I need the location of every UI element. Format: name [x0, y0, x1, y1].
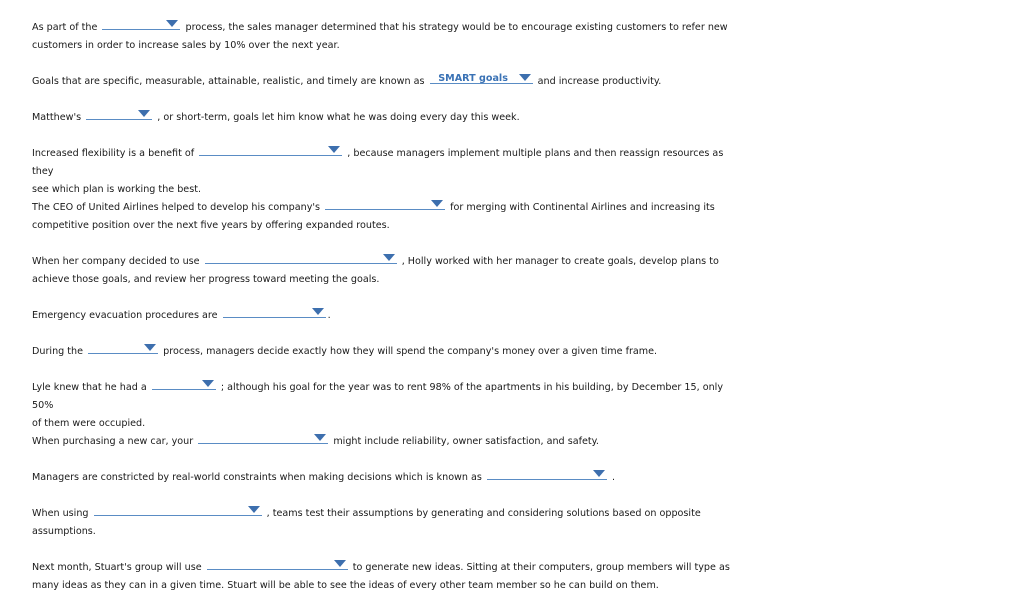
- question-text: Lyle knew that he had a: [32, 382, 147, 393]
- question-text: , teams test their assumptions by generating and considering solutions based on opposite: [266, 508, 701, 519]
- dropdown-arrow-icon[interactable]: [593, 470, 605, 477]
- answer-dropdown-10[interactable]: [198, 431, 328, 444]
- answer-dropdown-11[interactable]: [487, 467, 607, 480]
- question-text: As part of the: [32, 22, 98, 33]
- question-text: customers in order to increase sales by 10% over the next year.: [32, 40, 340, 51]
- question-text: process, the sales manager determined that his strategy would be to encourage existing customers to refer new: [185, 22, 728, 33]
- question-text: , Holly worked with her manager to create goals, develop plans to: [401, 256, 719, 267]
- dropdown-arrow-icon[interactable]: [248, 506, 260, 513]
- dropdown-arrow-icon[interactable]: [328, 146, 340, 153]
- question-text: When her company decided to use: [32, 256, 200, 267]
- question-text: When using: [32, 508, 89, 519]
- question-text: , because managers implement multiple plans and then reassign resources as they: [32, 148, 724, 177]
- answer-dropdown-2[interactable]: SMART goals: [430, 71, 533, 84]
- question-text: to generate new ideas. Sitting at their computers, group members will type as: [352, 562, 730, 573]
- question-text: competitive position over the next five years by offering expanded routes.: [32, 220, 390, 231]
- answer-dropdown-8[interactable]: [88, 341, 158, 354]
- answer-dropdown-12[interactable]: [94, 503, 262, 516]
- question-text: and increase productivity.: [537, 76, 662, 87]
- answer-dropdown-5[interactable]: [325, 197, 445, 210]
- question-text: for merging with Continental Airlines and increasing its: [450, 202, 715, 213]
- question-text: process, managers decide exactly how they will spend the company's money over a given time frame.: [163, 346, 658, 357]
- question-text: might include reliability, owner satisfaction, and safety.: [333, 436, 599, 447]
- question-text: .: [327, 310, 331, 321]
- question-9: [32, 377, 732, 433]
- question-text: The CEO of United Airlines helped to develop his company's: [32, 202, 321, 213]
- question-text: ; although his goal for the year was to rent 98% of the apartments in his building, by December 15, only 50%: [32, 382, 724, 411]
- question-6: [32, 251, 732, 289]
- answer-dropdown-13[interactable]: [207, 557, 348, 570]
- question-4: [32, 143, 732, 199]
- dropdown-arrow-icon[interactable]: [314, 434, 326, 441]
- question-text: Increased flexibility is a benefit of: [32, 148, 195, 159]
- question-text: Matthew's: [32, 112, 82, 123]
- dropdown-arrow-icon[interactable]: [166, 20, 178, 27]
- question-5: [32, 197, 732, 235]
- answer-dropdown-6[interactable]: [205, 251, 397, 264]
- question-7: [32, 305, 732, 325]
- question-2: [32, 71, 732, 91]
- question-text: Goals that are specific, measurable, attainable, realistic, and timely are known as: [32, 76, 425, 87]
- answer-dropdown-1[interactable]: [102, 17, 180, 30]
- answer-dropdown-4[interactable]: [199, 143, 342, 156]
- answer-dropdown-9[interactable]: [152, 377, 216, 390]
- question-3: [32, 107, 732, 127]
- answer-dropdown-3[interactable]: [86, 107, 152, 120]
- question-1: [32, 17, 732, 55]
- question-12: [32, 503, 732, 541]
- question-8: [32, 341, 732, 361]
- question-text: assumptions.: [32, 526, 96, 537]
- question-text: Next month, Stuart's group will use: [32, 562, 202, 573]
- dropdown-arrow-icon[interactable]: [312, 308, 324, 315]
- question-11: [32, 467, 732, 487]
- question-text: see which plan is working the best.: [32, 184, 202, 195]
- question-13: [32, 557, 732, 595]
- dropdown-arrow-icon[interactable]: [519, 74, 531, 81]
- question-text: When purchasing a new car, your: [32, 436, 194, 447]
- question-text: During the: [32, 346, 84, 357]
- dropdown-arrow-icon[interactable]: [383, 254, 395, 261]
- answer-dropdown-7[interactable]: [223, 305, 326, 318]
- question-text: .: [612, 472, 616, 483]
- dropdown-arrow-icon[interactable]: [202, 380, 214, 387]
- dropdown-arrow-icon[interactable]: [431, 200, 443, 207]
- dropdown-arrow-icon[interactable]: [334, 560, 346, 567]
- question-text: , or short-term, goals let him know what he was doing every day this week.: [157, 112, 520, 123]
- question-10: [32, 431, 732, 451]
- question-text: of them were occupied.: [32, 418, 146, 429]
- question-text: many ideas as they can in a given time. Stuart will be able to see the ideas of every other team member so he can build on them.: [32, 580, 659, 591]
- dropdown-arrow-icon[interactable]: [144, 344, 156, 351]
- question-text: Managers are constricted by real-world constraints when making decisions which is known as: [32, 472, 482, 483]
- question-text: Emergency evacuation procedures are: [32, 310, 218, 321]
- dropdown-arrow-icon[interactable]: [138, 110, 150, 117]
- question-text: achieve those goals, and review her progress toward meeting the goals.: [32, 274, 380, 285]
